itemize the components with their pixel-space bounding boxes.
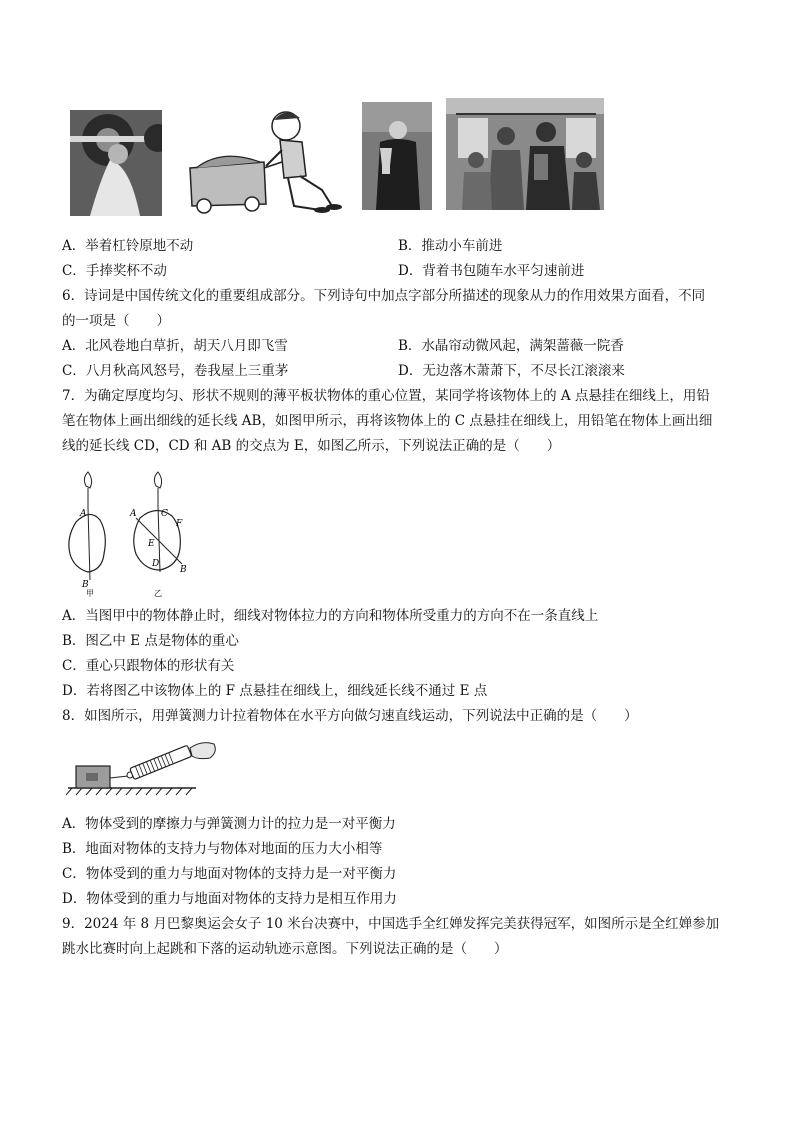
fig-a-caption: 甲 bbox=[86, 589, 94, 598]
q8-option-c: C．物体受到的重力与地面对物体的支持力是一对平衡力 bbox=[62, 866, 397, 882]
q6-option-d: D．无边落木萧萧下，不尽长江滚滚来 bbox=[398, 363, 625, 379]
q7-option-d: D．若将图乙中该物体上的 F 点悬挂在细线上，细线延长线不通过 E 点 bbox=[62, 683, 488, 699]
fig-b-letter-B: B bbox=[180, 565, 187, 575]
man-holding-trophy-photo bbox=[362, 102, 432, 210]
q6-option-a: A．北风卷地白草折，胡天八月即飞雪 bbox=[62, 338, 288, 354]
q6-option-b: B．水晶帘动微风起，满架蔷薇一院香 bbox=[398, 338, 624, 354]
q5-option-b: B．推动小车前进 bbox=[398, 238, 503, 254]
boy-pushing-cart-drawing bbox=[182, 106, 342, 216]
q5-option-c: C．手捧奖杯不动 bbox=[62, 263, 167, 279]
q6-stem-line-2: 的一项是（ ） bbox=[62, 313, 170, 329]
fig-b-letter-A: A bbox=[130, 509, 137, 519]
spring-scale-pulling-block bbox=[66, 738, 218, 796]
fig-a-letter-A: A bbox=[80, 509, 87, 519]
fig-a-letter-B: B bbox=[82, 580, 89, 590]
figure-jia bbox=[69, 472, 105, 598]
q7-option-b: B．图乙中 E 点是物体的重心 bbox=[62, 633, 239, 649]
q6-option-c: C．八月秋高风怒号，卷我屋上三重茅 bbox=[62, 363, 289, 379]
q7-stem-line-1: 7．为确定厚度均匀、形状不规则的薄平板状物体的重心位置，某同学将该物体上的 A 点悬挂在细线上，用铅 bbox=[62, 388, 710, 404]
q5-option-d: D．背着书包随车水平匀速前进 bbox=[398, 263, 585, 279]
q7-stem-line-2: 笔在物体上画出细线的延长线 AB，如图甲所示，再将该物体上的 C 点悬挂在细线上，用铅笔在物体上画出细 bbox=[62, 413, 713, 429]
q9-stem-line-2: 跳水比赛时向上起跳和下落的运动轨迹示意图。下列说法正确的是（ ） bbox=[62, 941, 508, 957]
q7-option-a: A．当图甲中的物体静止时，细线对物体拉力的方向和物体所受重力的方向不在一条直线上 bbox=[62, 608, 599, 624]
q6-stem-line-1: 6．诗词是中国传统文化的重要组成部分。下列诗句中加点字部分所描述的现象从力的作用效果方面看，不同 bbox=[62, 288, 706, 304]
bus-passengers-photo bbox=[446, 98, 604, 210]
center-of-gravity-figure bbox=[60, 468, 200, 598]
fig-b-letter-D: D bbox=[152, 559, 160, 569]
q8-option-d: D．物体受到的重力与地面对物体的支持力是相互作用力 bbox=[62, 891, 397, 907]
fig-b-caption: 乙 bbox=[154, 589, 162, 598]
fig-b-letter-C: C bbox=[161, 509, 168, 519]
weightlifter-photo bbox=[70, 110, 162, 216]
q7-option-c: C．重心只跟物体的形状有关 bbox=[62, 658, 235, 674]
q7-stem-line-3: 线的延长线 CD，CD 和 AB 的交点为 E，如图乙所示，下列说法正确的是（ ） bbox=[62, 438, 561, 454]
q8-option-b: B．地面对物体的支持力与物体对地面的压力大小相等 bbox=[62, 841, 383, 857]
figure-yi bbox=[129, 472, 187, 598]
fig-b-letter-F: F bbox=[176, 519, 183, 529]
q9-stem-line-1: 9．2024 年 8 月巴黎奥运会女子 10 米台决赛中，中国选手全红婵发挥完美获得冠军，如图所示是全红婵参加 bbox=[62, 916, 720, 932]
q8-option-a: A．物体受到的摩擦力与弹簧测力计的拉力是一对平衡力 bbox=[62, 816, 396, 832]
q5-option-a: A．举着杠铃原地不动 bbox=[62, 238, 194, 254]
q8-stem-line-1: 8．如图所示，用弹簧测力计拉着物体在水平方向做匀速直线运动，下列说法中正确的是（ ） bbox=[62, 708, 638, 724]
fig-b-letter-E: E bbox=[148, 539, 155, 549]
